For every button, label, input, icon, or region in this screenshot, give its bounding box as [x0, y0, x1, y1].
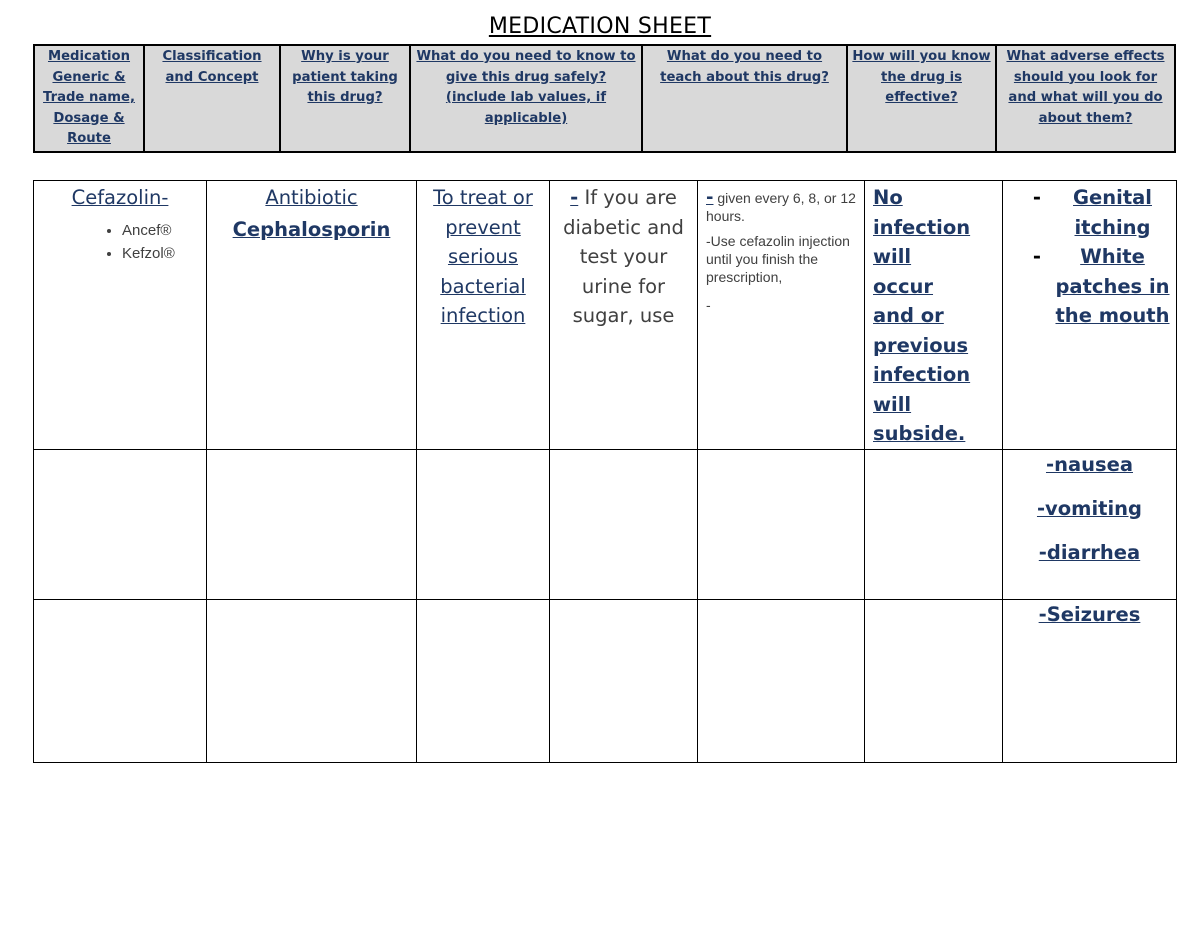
- header-safety: What do you need to know to give this drug safely? (include lab values, if applicable): [410, 45, 642, 152]
- header-classification: Classification and Concept: [144, 45, 280, 152]
- list-item: • Kefzol®: [122, 242, 206, 265]
- cell-adverse: [1003, 599, 1177, 762]
- adverse-item: Genital itching: [1073, 186, 1152, 239]
- cell-effective: [865, 181, 1003, 450]
- header-adverse: What adverse effects should you look for and what will you do about them?: [996, 45, 1175, 152]
- cell-adverse: [1003, 181, 1177, 450]
- teach-frequency: given every 6, 8, or 12 hours.: [706, 190, 856, 224]
- empty-cell: [550, 599, 698, 762]
- list-item: [1003, 183, 1170, 242]
- cell-why: [417, 181, 550, 450]
- bullet-dash: -: [1032, 245, 1041, 268]
- header-teach: What do you need to teach about this drug?: [642, 45, 847, 152]
- empty-cell: [417, 449, 550, 599]
- empty-cell: [34, 599, 207, 762]
- header-row: [34, 45, 1175, 152]
- empty-cell: [698, 599, 865, 762]
- empty-cell: [207, 449, 417, 599]
- adverse-list: [1003, 183, 1176, 331]
- empty-cell: [207, 599, 417, 762]
- adverse-item: -vomiting: [1036, 496, 1143, 520]
- cell-classification: [207, 181, 417, 450]
- cell-medication: [34, 181, 207, 450]
- bullet-dash: -: [1032, 186, 1041, 209]
- teach-line-1: [706, 189, 856, 225]
- page-title: MEDICATION SHEET: [488, 14, 712, 39]
- medication-table: [33, 180, 1177, 763]
- adverse-item: -nausea: [1045, 452, 1133, 476]
- header-effective: How will you know the drug is effective?: [847, 45, 996, 152]
- classification: Antibiotic: [265, 186, 358, 209]
- empty-cell: [417, 599, 550, 762]
- teach-line-3: -: [706, 297, 711, 313]
- list-item: • Ancef®: [122, 219, 206, 242]
- adverse-item: White patches in the mouth: [1055, 245, 1170, 327]
- table-row: [34, 449, 1177, 599]
- header-why: Why is your patient taking this drug?: [280, 45, 410, 152]
- trade-name-list: [34, 219, 206, 265]
- empty-cell: [865, 599, 1003, 762]
- teach-line-2: -Use cefazolin injection until you finish the prescription,: [706, 233, 850, 285]
- empty-cell: [698, 449, 865, 599]
- cell-adverse: [1003, 449, 1177, 599]
- safety-text: [550, 183, 697, 331]
- safety-body: If you are diabetic and test your urine for sugar, use: [563, 186, 684, 327]
- header-table: [33, 44, 1176, 153]
- empty-cell: [550, 449, 698, 599]
- header-medication: Medication Generic & Trade name, Dosage & Route: [34, 45, 144, 152]
- cell-safety: [550, 181, 698, 450]
- empty-cell: [34, 449, 207, 599]
- empty-cell: [865, 449, 1003, 599]
- effective-text: No infection will occur and or previous infection will subside.: [873, 186, 971, 445]
- table-row: [34, 181, 1177, 450]
- safety-dash: -: [570, 186, 579, 209]
- list-item: [1003, 242, 1170, 331]
- why-text: To treat or prevent serious bacterial infection: [433, 186, 533, 327]
- adverse-item: -Seizures: [1038, 602, 1141, 626]
- adverse-item: -diarrhea: [1038, 540, 1141, 564]
- table-row: [34, 599, 1177, 762]
- cell-teach: [698, 181, 865, 450]
- concept: Cephalosporin: [232, 217, 391, 241]
- medication-name: Cefazolin-: [71, 186, 169, 209]
- teach-dash: -: [706, 187, 714, 208]
